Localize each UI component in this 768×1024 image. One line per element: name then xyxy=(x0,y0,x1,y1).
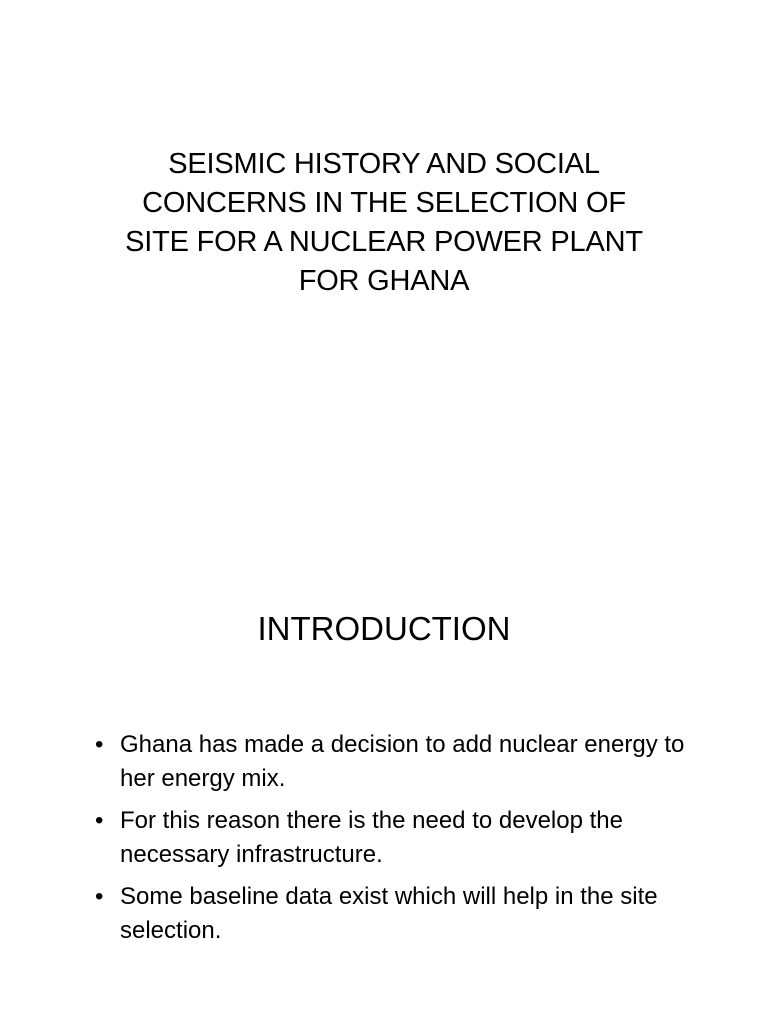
bullet-item xyxy=(95,728,715,796)
title-line: CONCERNS IN THE SELECTION OF xyxy=(142,187,626,219)
bullet-list xyxy=(95,728,715,956)
slide-title xyxy=(0,145,768,301)
section-heading: INTRODUCTION xyxy=(257,610,511,647)
bullet-text: Ghana has made a decision to add nuclear energy to her energy mix. xyxy=(120,731,685,792)
bullet-text: For this reason there is the need to develop the necessary infrastructure. xyxy=(120,807,623,868)
title-line: FOR GHANA xyxy=(298,265,470,297)
bullet-dot-icon: • xyxy=(95,883,104,910)
bullet-dot-icon: • xyxy=(95,731,104,758)
bullet-text: Some baseline data exist which will help in the site selection. xyxy=(120,883,658,944)
title-line: SEISMIC HISTORY AND SOCIAL xyxy=(168,148,600,180)
bullet-dot-icon: • xyxy=(95,807,104,834)
bullet-item xyxy=(95,804,715,872)
bullet-item xyxy=(95,880,715,948)
title-line: SITE FOR A NUCLEAR POWER PLANT xyxy=(125,226,643,258)
